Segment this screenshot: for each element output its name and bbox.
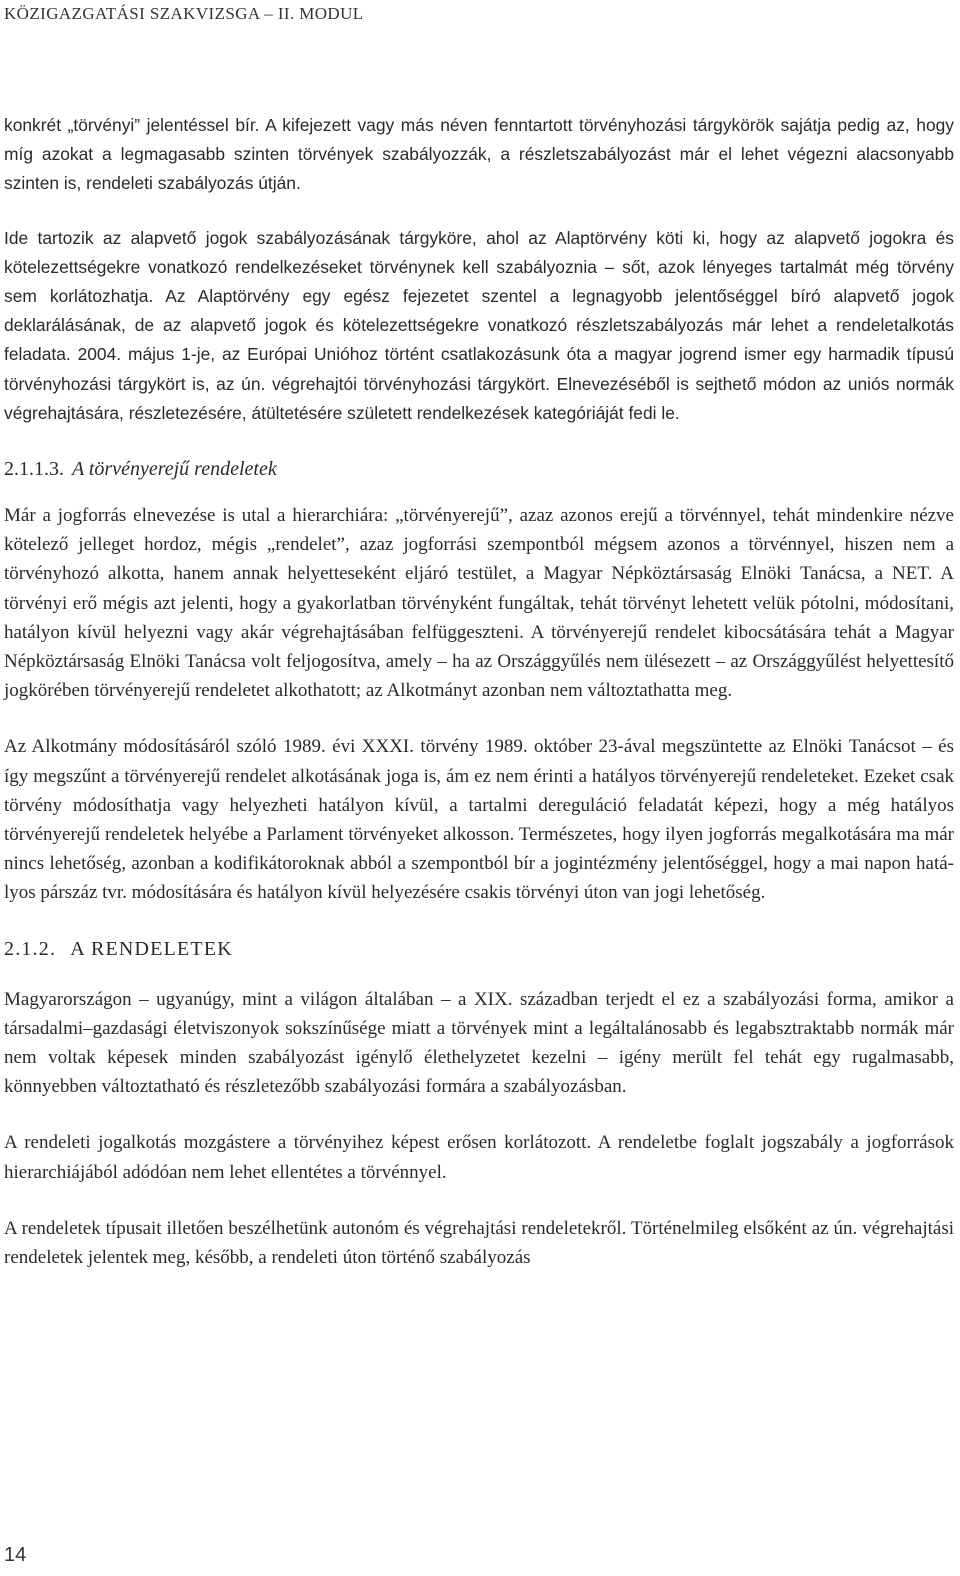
section-heading <box>4 935 954 963</box>
paragraph-1: konkrét „törvényi” jelentéssel bír. A kifejezett vagy más néven fenntartott törvényhozási tárgykörök sajátja pedig az, hogy míg azokat a legmagasabb szinten törvények szabályozzák, a részletszabályozást már el lehet végezni alacsonyabb szinten is, rendeleti szabályozás útján. <box>4 115 954 194</box>
paragraph-5: Magyarországon – ugyanúgy, mint a világon általában – a XIX. században terjedt el ez a szabályozási forma, amikor a társadalmi–gazdasági életviszonyok sokszínűsége miatt a törvények mint a legáltalánosabb és legabsztraktabb normák már nem voltak képesek minden szabályozást igénylő élethelyzetet kezelni – igény merült fel tehát egy rugalmasabb, könnyebben változtatható és részletezőbb szabályozási formára a szabályozásban. <box>4 988 954 1098</box>
section-number: 2.1.2. <box>4 937 57 960</box>
paragraph-6: A rendeleti jogalkotás mozgástere a törvényihez képest erősen korlátozott. A rendeletbe foglalt jogszabály a jogforrások hierarchiájából adódóan nem lehet ellentétes a törvénnyel. <box>4 1132 954 1183</box>
section-title: A RENDELETEK <box>70 937 233 960</box>
page-content <box>4 111 954 1299</box>
page-number: 14 <box>4 1544 27 1566</box>
subsection-title: A törvényerejű rendeletek <box>72 458 277 481</box>
paragraph-4: Az Alkotmány módosításáról szóló 1989. évi XXXI. törvény 1989. október 23-ával megszüntette az Elnöki Tanácsot – és így megszűnt a törvényerejű rendelet alkotásának joga is, ám ez nem érinti a hatályos törvényerejű rendeleteket. Ezeket csak törvény módosíthatja vagy helyezheti hatályon kívül, a tartalmi dereguláció feladatát képezi, hogy a még hatályos törvényerejű rendeletek helyébe a Parlament törvényeket alkosson. Természetes, hogy ilyen jogforrás megalkotására ma már nincs lehetőség, azonban a kodifikátoroknak abból a szempontból bír a jogintézmény jelentőséggel, hogy a mai napon hatályos párszáz tvr. módosítására és hatályon kívül helyezésére csakis törvényi úton van jogi lehetőség. <box>4 736 954 904</box>
running-header: KÖZIGAZGATÁSI SZAKVIZSGA – II. MODUL <box>4 4 364 23</box>
subsection-heading <box>4 455 954 483</box>
paragraph-2: Ide tartozik az alapvető jogok szabályozásának tárgyköre, ahol az Alaptörvény köti ki, hogy az alapvető jogokra és kötelezettségekre vonatkozó rendelkezéseket törvénynek kell szabályoznia – sőt, azok lényeges tartalmát még törvény sem korlátozhatja. Az Alaptörvény egy egész fejezetet szentel a legnagyobb jelentőséggel bíró alapvető jogok deklarálásának, de az alapvető jogok és kötelezettségekre vonatkozó részletszabályozás már lehet a rendeletalkotás feladata. 2004. május 1-je, az Európai Unióhoz történt csatlakozásunk óta a magyar jogrend ismer egy harmadik típusú törvényhozási tárgykört is, az ún. végrehajtói törvényhozási tárgykört. Elnevezéséből is sejthető módon az uniós normák végrehajtására, részletezésére, átültetésére született rendelkezések kategóriáját fedi le. <box>4 227 954 423</box>
paragraph-3: Már a jogforrás elnevezése is utal a hierarchiára: „törvényerejű”, azaz azonos erejű a törvénnyel, tehát mindenkire nézve kötelező jelleget hordoz, mégis „rendelet”, azaz jogforrási szempontból mégsem azonos a törvénnyel, hiszen nem a törvényhozó alkotta, hanem annak helyetteseként eljáró testület, a Magyar Népköztársaság Elnöki Tanácsa, a NET. A törvényi erő mégis azt jelenti, hogy a gyakorlatban törvényként fungáltak, tehát törvényt lehetett velük pótolni, módosítani, hatályon kívül helyezni vagy akár végrehajtásában felfüggeszteni. A törvényerejű rendelet kibocsátására tehát a Magyar Népköztársaság Elnöki Tanácsa volt feljogosítva, amely – ha az Országgyűlés nem ülésezett – az Országgyűlést helyettesítő jogkörében törvényerejű rendeletet alkothatott; az Alkotmányt azonban nem változtathatta meg. <box>4 505 954 702</box>
paragraph-7: A rendeletek típusait illetően beszélhetünk autonóm és végrehajtási rendeletekről. Történelmileg elsőként az ún. végrehajtási rendeletek jelentek meg, később, a rendeleti úton történő szabályozás <box>4 1217 954 1269</box>
subsection-number: 2.1.1.3. <box>4 458 64 481</box>
